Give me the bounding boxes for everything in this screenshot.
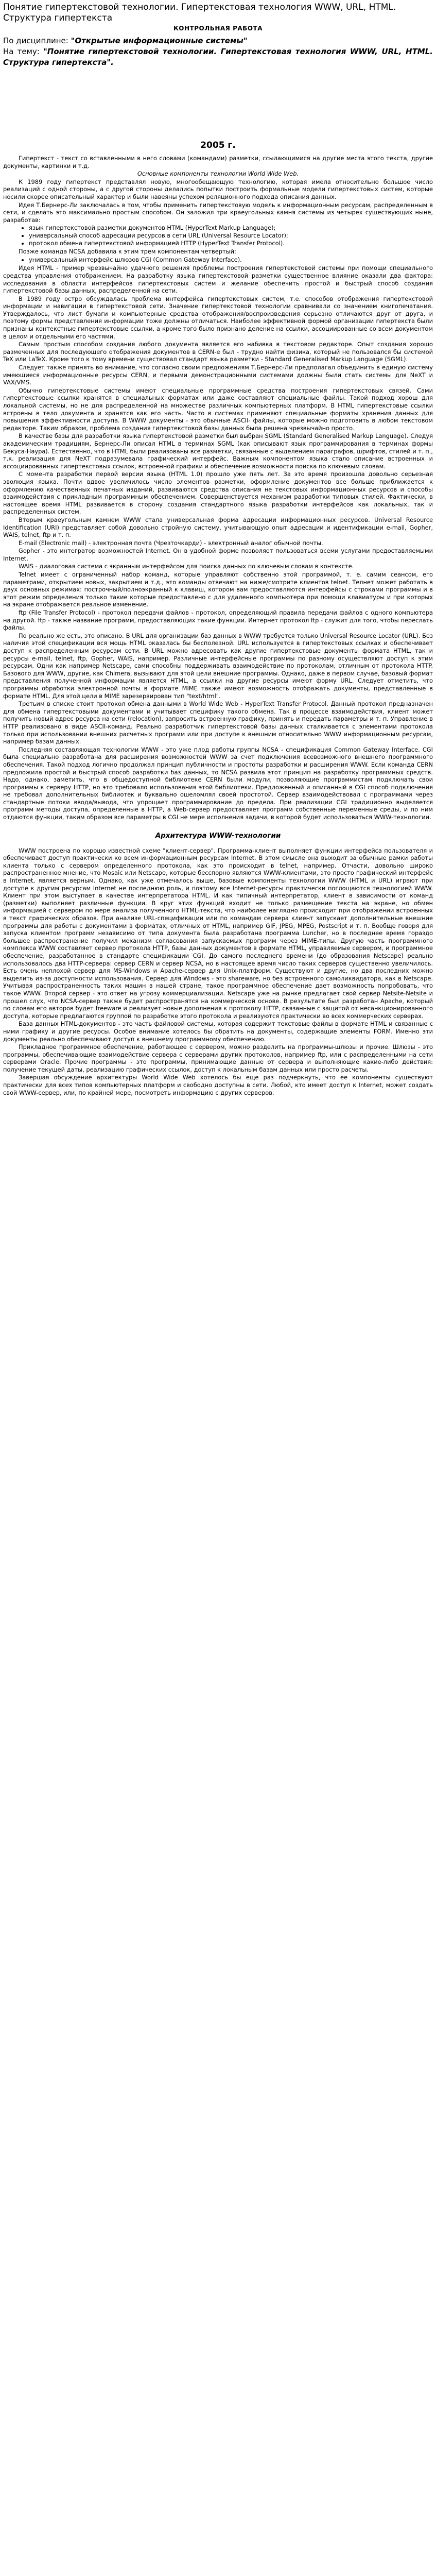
document-title: Понятие гипертекстовой технологии. Гипертекстовая технология WWW, URL, HTML. Структура гипертекста (3, 2, 396, 23)
topic-value: "Понятие гипертекстовой технологии. Гипертекстовая технология WWW, URL, HTML. Структура гипертекста". (3, 47, 433, 67)
section-heading: Архитектура WWW-технологии (155, 831, 281, 840)
components-list (3, 224, 433, 247)
paragraph: Telnet имеет с ограниченный набор команд, которые управляют собственно этой программой, т. е. самим сеансом, его параметрами, открытием новых, закрытием и т.д., это команды отвечают на ниже/смотрите клиентов telnet. Телнет может работать в двух основных режимах: построчный/полноэкранный к клавиш, котором вам предоставляются интерфейсы с строками программы и в этот режим определения только такие которые предоставлено с для удаленного компьютера при помощи клавиатуры и при которых на экране отображается реальное изменение. (3, 571, 433, 608)
paragraph: В качестве базы для разработки языка гипертекстовой разметки был выбран SGML (Standard Generalised Markup Language). Следуя академическим традициям, Бернерс-Ли описал HTML в терминах SGML (как описывают язык программирования в терминах формы Бекуса-Наура). Естественно, что в HTML были реализованы все разметки, связанные с выделением параграфов, шрифтов, стилей и т. п., т.к. реализация для NeXT подразумевала графический интерфейс. Важным компонентом языка стало описание встроенных и ассоциированных гипертекстовых ссылок, встроенной графики и обеспечение возможности поиска по ключевым словам. (3, 432, 433, 470)
paragraph: В 1989 году остро обсуждалась проблема интерфейса гипертекстовых систем, т.е. способов отображения гипертекстовой информации и навигации в гипертекстовой сети. Значение гипертекстовой технологии сравнивали со значением книгопечатания. Утверждалось, что лист бумаги и компьютерные средства отображения/воспроизведения серьезно отличаются друг от друга, и поэтому формы представления информации тоже должны отличаться. Наиболее эффективной формой организации гипертекста были признаны контекстные гипертекстовые ссылки, а кроме того было признано деление на ссылки, ассоциированные со всем документом в целом и отдельными его частями. (3, 295, 433, 340)
year-label: 2005 г. (200, 140, 236, 150)
paragraph: Идея Т.Бернерс-Ли заключалась в том, чтобы применить гипертекстовую модель к информационным ресурсам, распределенным в сети, и сделать это максимально простым способом. Он заложил три краеугольных камня системы из четырех существующих ныне, разработав: (3, 201, 433, 224)
paragraph: Самым простым способом создания любого документа является его набивка в текстовом редакторе. Опыт создания хорошо размеченных для последующего отображения документов в CERN-е был - трудно найти физика, который не пользовался бы системой TeX или LaTeX. Кроме того к тому времени существовал стандарт языка разметки - Standard Generalised Markup Language (SGML). (3, 341, 433, 363)
paragraph: По реально же есть, это описано. В URL для организации баз данных в WWW требуется только Universal Resource Locator (URL). Без наличия этой спецификации вся мощь HTML оказалась бы бесполезной. URL используется в гипертекстовых ссылках и обеспечивает доступ к распределенным ресурсам сети. В URL можно адресовать как другие гипертекстовые документы формата HTML, так и ресурсы e-mail, telnet, ftp, Gopher, WAIS, например. Различные интерфейсные программы по разному осуществляют доступ к этим ресурсам. Одни как например Netscape, сами способны поддерживать взаимодействие по протоколам, отличным от протокола HTTP. Базового для WWW, другие, как Chimera, вызывают для этой цели внешние программы. Однако, даже в первом случае, базовый формат представления полученной информации является HTML, а ссылки на другие ресурсы имеют форму URL. Следует отметить, что программы обработки электронной почты в формате MIME также имеют возможность отображать документы, представленные в формате HTML. Для этой цели в MIME зарезервирован тип "text/html". (3, 632, 433, 700)
list-item: • протокол обмена гипертекстовой информацией HTTP (HyperText Transfer Protocol). (29, 240, 433, 247)
paragraph: ftp (File Transfer Protocol) - протокол передачи файлов - протокол, определяющий правила передачи файлов с одного компьютера на другой. ftp - также название программ, предоставляющих такие функции. Интернет протокол ftp - служит для того, чтобы переслать файлы. (3, 609, 433, 632)
topic-prefix: На тему: (3, 47, 40, 56)
paragraph: Прикладное программное обеспечение, работающее с сервером, можно разделить на программы-шлюзы и прочие. Шлюзы - это программы, обеспечивающие взаимодействие сервера с серверами других протоколов, например ftp, или с распределенными на сети серверами Oracle. Прочие программы - это программы, принимающие данные от сервера и выполняющие какие-либо действия: получение текущей даты, реализацию графических ссылок, доступ к локальным базам данных или просто расчеты. (3, 1043, 433, 1073)
paragraph: База данных HTML-документов - это часть файловой системы, которая содержит текстовые файлы в формате HTML и связанные с ними графику и другие ресурсы. Особое внимание хотелось бы обратить на документы, содержащие элементы FORM. Именно эти документы реально обеспечивают доступ к внешнему программному обеспечению. (3, 1020, 433, 1043)
paragraph: Обычно гипертекстовые системы имеют специальные программные средства построения гипертекстовых связей. Сами гипертекстовые ссылки хранятся в специальных форматах или даже составляют специальные файлы. Такой подход хорош для локальной системы, но не для распределенной на множестве различных компьютерных платформ. В HTML гипертекстовые ссылки встроены в тело документа и хранятся как его часть. Часто в системах применяют специальные форматы хранения данных для повышения эффективности доступа. В WWW документы - это обычные ASCII- файлы, которые можно подготовить в любом текстовом редакторе. Таким образом, проблема создания гипертекстовой базы данных была решена чрезвычайно просто. (3, 386, 433, 432)
document-page (0, 0, 436, 1107)
paragraph: С момента разработки первой версии языка (HTML 1.0) прошло уже пять лет. За это время произошла довольно серьезная эволюция языка. Почти вдвое увеличилось число элементов разметки, оформление документов все больше приближается к оформлению качественных печатных изданий, развиваются средства описания не текстовых информационных ресурсов и способы взаимодействия с прикладным программным обеспечением. Совершенствуется механизм разработки типовых стилей. Фактически, в настоящее время HTML развивается в сторону создания стандартного языка разработки интерфейсов как локальных, так и распределенных систем. (3, 470, 433, 516)
list-item: • язык гипертекстовой разметки документов HTML (HyperText Markup Language); (29, 224, 433, 232)
discipline-line (3, 35, 433, 46)
paragraph: Третьим в списке стоит протокол обмена данными в World Wide Web - HyperText Transfer Protocol. Данный протокол предназначен для обмена гипертекстовыми документами и учитывает специфику такого обмена. Так в процессе взаимодействия, клиент может получить новый адрес ресурса на сети (relocation), запросить встроенную графику, принять и передать параметры и т. п. Управление в HTTP реализовано в виде ASCII-команд. Реально разработчик гипертекстовой базы данных сталкивается с элементами протокола только при использовании внешних расчетных программ или при доступе к внешним относительно WWW информационным ресурсам, например базам данных. (3, 700, 433, 745)
paragraph: К 1989 году гипертекст представлял новую, многообещающую технологию, которая имела относительно большое число реализаций с одной стороны, а с другой стороны делались попытки построить формальные модели гипертекстовых систем, которые носили скорее описательный характер и были навеяны успехом реляционного подхода описания данных. (3, 178, 433, 200)
paragraph: Позже команда NCSA добавила к этим трем компонентам четвертый: (19, 248, 236, 256)
paragraph: WAIS - диалоговая система с экранным интерфейсом для поиска данных по ключевым словам в контексте. (19, 563, 354, 570)
paragraph: Гипертекст - текст со вставленными в него словами (командами) разметки, ссылающимися на другие места этого текста, другие документы, картинки и т.д. (3, 155, 433, 170)
paragraph: Завершая обсуждение архитектуры World Wide Web хотелось бы еще раз подчеркнуть, что ее компоненты существуют практически для всех типов компьютерных платформ и свободно доступны в сети. Любой, кто имеет доступ к Internet, может создать свой WWW-сервер, или, по крайней мере, посмотреть информацию с других серверов. (3, 1074, 433, 1096)
architecture-section (3, 847, 433, 1097)
intro-section (3, 155, 433, 821)
discipline-value: "Открытые информационные системы" (71, 36, 248, 45)
paragraph: Gopher - это интегратор возможностей Internet. Он в удобной форме позволяет пользоваться всеми услугами предоставляемыми Internet. (3, 547, 433, 562)
list-item: • универсальный интерфейс шлюзов CGI (Common Gateway Interface). (29, 256, 433, 264)
list-item: • универсальный способ адресации ресурсов в сети URL (Universal Resource Locator); (29, 232, 433, 240)
topic-line (3, 46, 433, 68)
discipline-prefix: По дисциплине: (3, 36, 68, 45)
paragraph: Следует также принять во внимание, что согласно своим предложениям Т.Бернерс-Ли предполагал объединить в единую систему имеющиеся информационные ресурсы CERN, и первыми демонстрационными системами должны были стать системы для NeXT и VAX/VMS. (3, 364, 433, 386)
paragraph-subheading: Основные компоненты технологии World Wide Web. (137, 170, 299, 178)
work-type-banner: КОНТРОЛЬНАЯ РАБОТА (173, 25, 263, 32)
paragraph: WWW построена по хорошо известной схеме "клиент-сервер". Программа-клиент выполняет функции интерфейса пользователя и обеспечивает доступ практически ко всем информационным ресурсам Internet. В этом смысле она выходит за обычные рамки работы клиента только с сервером определенного протокола, как это происходит в telnet, например. Отчасти, довольно широко распространенное мнение, что Mosaic или Netscape, которые бесспорно являются WWW-клиентами, это просто графический интерфейс в Internet, является верным. Однако, как уже отмечалось выше, базовые компоненты технологии WWW (HTML и URL) играют при доступе к другим ресурсам Internet не последнюю роль, и поэтому все Internet-ресурсы практически поглощаются технологией WWW. Клиент при этом выступает в качестве интерпретатора HTML. И как типичный интерпретатор, клиент в зависимости от команд (разметки) выполняет различные функции. В круг этих функций входит не только размещение текста на экране, но обмен информацией с сервером по мере анализа полученного HTML-текста, что наиболее наглядно происходит при отображении встроенных в текст графических образов. При анализе URL-спецификации или по командам сервера клиент запускает дополнительные внешние программы для работы с документами в форматах, отличных от HTML, например GIF, JPEG, MPEG, Postscript и т. п. Вообще говоря для запуска клиентом программ независимо от типа документа была разработана программа Luncher, но в последнее время гораздо большее распространение получил механизм согласования запускаемых программ через MIME-типы. Другую часть программного комплекса WWW составляет сервер протокола HTTP, базы данных документов в формате HTML, управляемые сервером, и программное обеспечение, разработанное в стандарте спецификации CGI. До самого последнего времени (до образования Netscape) реально использовалось два HTTP-сервера: сервер CERN и сервер NCSA, но в настоящее время число таких серверов существенно увеличилось. Есть очень неплохой сервер для MS-Windows и Apache-сервер для Unix-платформ. Существуют и другие, но два последних можно выделить из-за доступности использования. Сервер для Windows - это shareware, но без встроенного самоликвидатора, как в Netscape. Учитывая распространенность таких машин в нашей стране, такое программное обеспечение дает возможность попробовать, что такое WWW. Второй сервер - это ответ на угрозу коммерциализации. Netscape уже на рынке предлагает свой сервер Netsite-Netsite и прошел слух, что NCSA-сервер также будет распространятся на коммерческой основе. В результате был разработан Apache, который по словам его авторов будет freeware и реализует новые дополнения к протоколу HTTP, связанные с защитой от несанкционированного доступа, которые предлагаются группой по разработке этого протокола и реализуются практически во всех коммерческих серверах. (3, 846, 433, 1020)
cgi-list (3, 256, 433, 264)
paragraph: Вторым краеугольным камнем WWW стала универсальная форма адресации информационных ресурсов. Universal Resource Identification (URI) представляет собой довольно стройную систему, учитывающую опыт адресации и идентификации e-mail, Gopher, WAIS, telnet, ftp и т. п. (3, 516, 433, 539)
paragraph: E-mail (Electronic mail) - электронная почта (Чрезточкарди) - электронный аналог обычной почты. (19, 539, 323, 547)
paragraph: Последняя составляющая технологии WWW - это уже плод работы группы NCSA - спецификация Common Gateway Interface. CGI была специально разработана для расширения возможностей WWW за счет подключения всевозможного внешнего программного обеспечения. Такой подход логично продолжал принцип публичности и простоты разработки и расширения WWW. Если команда CERN предложила простой и быстрый способ разработки баз данных, то NCSA развила этот принцип на разработку программных средств. Надо, однако, заметить, что в общедоступной библиотеке CERN были модули, позволяющие программистам подключать свои программы к серверу HTTP, но это требовало использования этой библиотеки. Предложенный и описанный в CGI способ подключения не требовал дополнительных библиотек и буквально ошеломлял своей простотой. Сервер взаимодействовал с программами через стандартные потоки ввода/вывода, что упрощает программирование до предела. При реализации CGI традиционно выделяется программ методы доступа, определенные в HTTP, а Web-сервер предоставляет программ собственные переменные среды, и по ним отдаются функции, таким образом все параметры в CGI не мере исполнения задачи, в которой будет использоваться WWW-технологии. (3, 745, 433, 821)
paragraph: Идея HTML - пример чрезвычайно удачного решения проблемы построения гипертекстовой системы при помощи специального средства управления отображением. На разработку языка гипертекстовой разметки существенное влияние оказали два фактора: исследования в области интерфейсов гипертекстовых систем и желание обеспечить простой и быстрый способ создания гипертекстовой базы данных, распределенной на сети. (3, 264, 433, 295)
